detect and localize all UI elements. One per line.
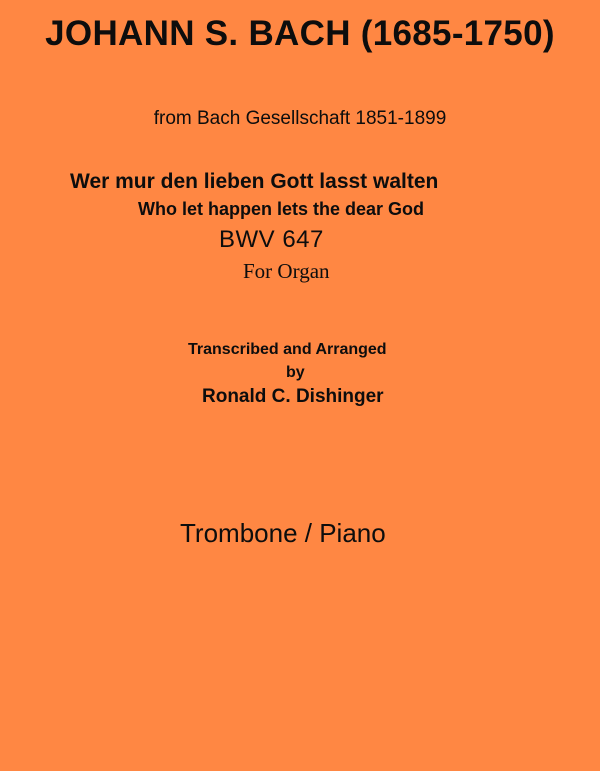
arranger-name: Ronald C. Dishinger	[202, 386, 384, 407]
composer-heading: JOHANN S. BACH (1685-1750)	[45, 14, 555, 53]
title-english: Who let happen lets the dear God	[138, 199, 425, 219]
by-label: by	[286, 364, 305, 381]
catalog-number: BWV 647	[219, 226, 324, 253]
source-note: from Bach Gesellschaft 1851-1899	[153, 108, 447, 129]
original-instrument: For Organ	[243, 259, 330, 283]
arranged-label: Transcribed and Arranged	[188, 341, 387, 358]
title-german: Wer mur den lieben Gott lasst walten	[70, 170, 439, 193]
scoring: Trombone / Piano	[180, 518, 386, 548]
